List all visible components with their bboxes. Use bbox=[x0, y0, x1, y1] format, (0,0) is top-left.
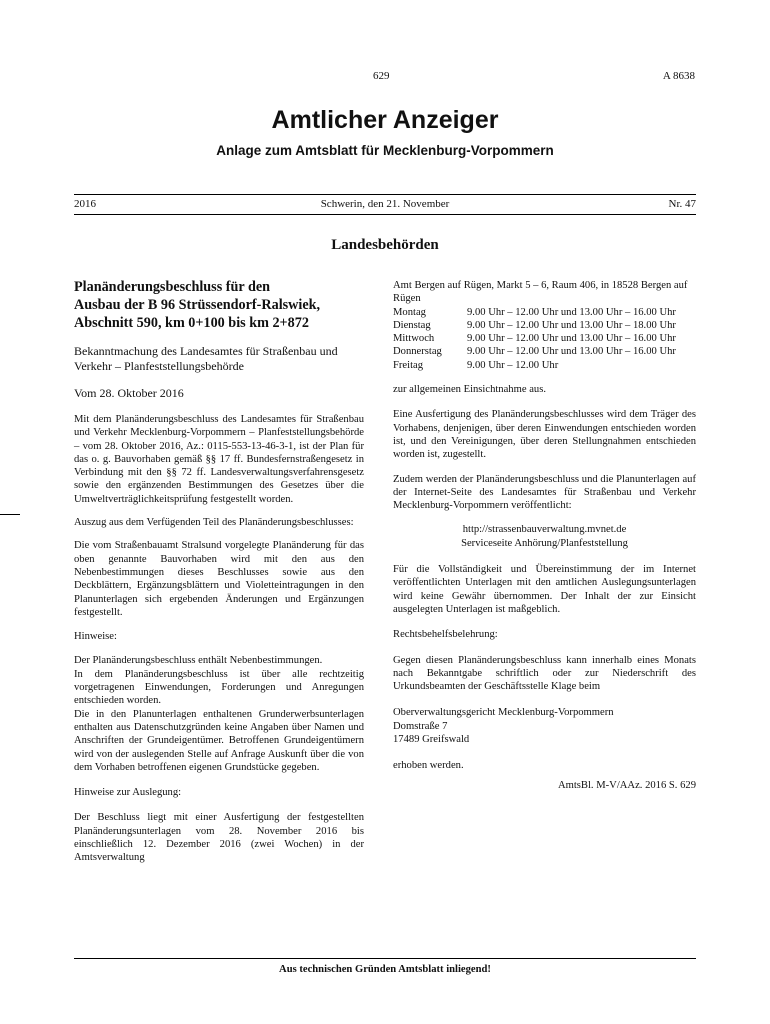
footer-notice: Aus technischen Gründen Amtsblatt inliegend! bbox=[279, 964, 491, 975]
page-number: 629 bbox=[373, 70, 390, 82]
schedule-row: Dienstag 9.00 Uhr – 12.00 Uhr und 13.00 Uhr – 18.00 Uhr bbox=[393, 319, 676, 331]
section-heading: Landesbehörden bbox=[331, 237, 439, 253]
footer-rule bbox=[74, 958, 696, 959]
court-address: Oberverwaltungsgericht Mecklenburg-Vorpommern Domstraße 7 17489 Greifswald bbox=[393, 707, 614, 746]
website-url: http://strassenbauverwaltung.mvnet.de bbox=[462, 524, 627, 536]
rechtsbehelf-label: Rechtsbehelfsbelehrung: bbox=[393, 629, 498, 641]
hinweise-label: Hinweise: bbox=[74, 631, 117, 643]
hinweis-3: Die in den Planunterlagen enthaltenen Grunderwerbsunterlagen enthalten aus Datenschutzgründen keine Angaben über Namen und Anschriften der Grundeigentümer. Betroffenen Grundeigentümern wird von der auslegenden Stelle auf Anfrage Auskunft über die von dem Vorhaben betroffenen eigenen Grundstücke gegeben. bbox=[74, 708, 364, 773]
decision-paragraph: Mit dem Planänderungsbeschluss des Landesamtes für Straßenbau und Verkehr Mecklenburg-Vorpommern – Planfeststellungsbehörde – vom 28. Oktober 2016, Az.: 0115-553-13-46-3-1, ist der Plan für das o. g. Bauvorhaben gemäß §§ 17 ff. Bundesfernstraßengesetz in Verbindung mit den §§ 72 ff. Landesverwaltungsverfahrensgesetz sowie den ergänzenden Bestimmungen des Gesetzes über die Umweltverträglichkeitsprüfung festgestellt worden. bbox=[74, 414, 364, 505]
issue-year: 2016 bbox=[74, 198, 96, 210]
gewaehr-paragraph: Für die Vollständigkeit und Übereinstimmung der im Internet veröffentlichten Unterlagen mit den amtlichen Auslegungsunterlagen wird keine Gewähr übernommen. Der Inhalt der zur Einsicht ausgelegten Unterlagen ist maßgeblich. bbox=[393, 564, 696, 615]
einsicht-line: zur allgemeinen Einsichtnahme aus. bbox=[393, 384, 546, 396]
left-column bbox=[74, 278, 364, 865]
schedule-row: Montag 9.00 Uhr – 12.00 Uhr und 13.00 Uhr – 16.00 Uhr bbox=[393, 306, 676, 318]
office-address: Amt Bergen auf Rügen, Markt 5 – 6, Raum 406, in 18528 Bergen auf Rügen bbox=[393, 280, 688, 305]
schedule-row: Donnerstag 9.00 Uhr – 12.00 Uhr und 13.00 Uhr – 16.00 Uhr bbox=[393, 346, 676, 358]
margin-mark bbox=[0, 514, 20, 515]
header-rule-bottom bbox=[74, 214, 696, 215]
issue-number: Nr. 47 bbox=[668, 198, 696, 210]
header-rule-top bbox=[74, 194, 696, 195]
right-column bbox=[393, 279, 696, 792]
excerpt-intro: Auszug aus dem Verfügenden Teil des Planänderungsbeschlusses: bbox=[74, 517, 354, 529]
gazette-subtitle: Anlage zum Amtsblatt für Mecklenburg-Vorpommern bbox=[216, 143, 554, 158]
schedule-row: Mittwoch 9.00 Uhr – 12.00 Uhr und 13.00 Uhr – 16.00 Uhr bbox=[393, 333, 676, 345]
article-lead: Bekanntmachung des Landesamtes für Straßenbau und Verkehr – Planfeststellungsbehörde bbox=[74, 344, 338, 373]
auslegung-text: Der Beschluss liegt mit einer Ausfertigung der festgestellten Planänderungsunterlagen vom 28. November 2016 bis einschließlich 12. Dezember 2016 (zwei Wochen) in der Amtsverwaltung bbox=[74, 812, 364, 864]
citation: AmtsBl. M-V/AAz. 2016 S. 629 bbox=[557, 779, 696, 791]
hinweis-1: Der Planänderungsbeschluss enthält Nebenbestimmungen. bbox=[74, 655, 323, 667]
gazette-title: Amtlicher Anzeiger bbox=[271, 106, 499, 134]
rechtsbehelf-text: Gegen diesen Planänderungsbeschluss kann innerhalb eines Monats nach Bekanntgabe schriftlich oder zur Niederschrift des Urkundsbeamten der Geschäftsstelle Klage beim bbox=[393, 654, 696, 693]
zustellung-paragraph: Eine Ausfertigung des Planänderungsbeschlusses wird dem Träger des Vorhabens, denjenigen, über deren Einwendungen entschieden worden ist, und den Vereinigungen, über deren Stellungnahmen entschieden worden ist, zugestellt. bbox=[393, 409, 696, 461]
hinweis-2: In dem Planänderungsbeschluss ist über alle rechtzeitig vorgetragenen Einwendungen, Forderungen und Anregungen entschieden worden. bbox=[74, 668, 364, 707]
internet-paragraph: Zudem werden der Planänderungsbeschluss und die Planunterlagen auf der Internet-Seite des Landesamtes für Straßenbau und Verkehr Mecklenburg-Vorpommern veröffentlicht: bbox=[393, 473, 696, 512]
issue-place-date: Schwerin, den 21. November bbox=[320, 198, 450, 210]
opening-hours bbox=[393, 306, 676, 372]
auslegung-label: Hinweise zur Auslegung: bbox=[74, 787, 182, 799]
erhoben-line: erhoben werden. bbox=[393, 760, 464, 772]
excerpt-paragraph: Die vom Straßenbauamt Stralsund vorgelegte Planänderung für das oben genannte Bauvorhaben wird mit den aus den Nebenbestimmungen dieses Beschlusses sowie aus den Deckblättern, Ergänzungsblättern und Violetteintragungen in den Planunterlagen sich ergebenden Änderungen und Ergänzungen festgestellt. bbox=[74, 540, 364, 618]
article-heading: Planänderungsbeschluss für den Ausbau der B 96 Strüssendorf-Ralswiek, Abschnitt 590, km 0+100 bis km 2+872 bbox=[74, 279, 321, 331]
schedule-row: Freitag 9.00 Uhr – 12.00 Uhr bbox=[393, 359, 559, 371]
website-label: Serviceseite Anhörung/Planfeststellung bbox=[461, 537, 628, 549]
series-number: A 8638 bbox=[662, 70, 695, 82]
article-date: Vom 28. Oktober 2016 bbox=[74, 386, 184, 400]
